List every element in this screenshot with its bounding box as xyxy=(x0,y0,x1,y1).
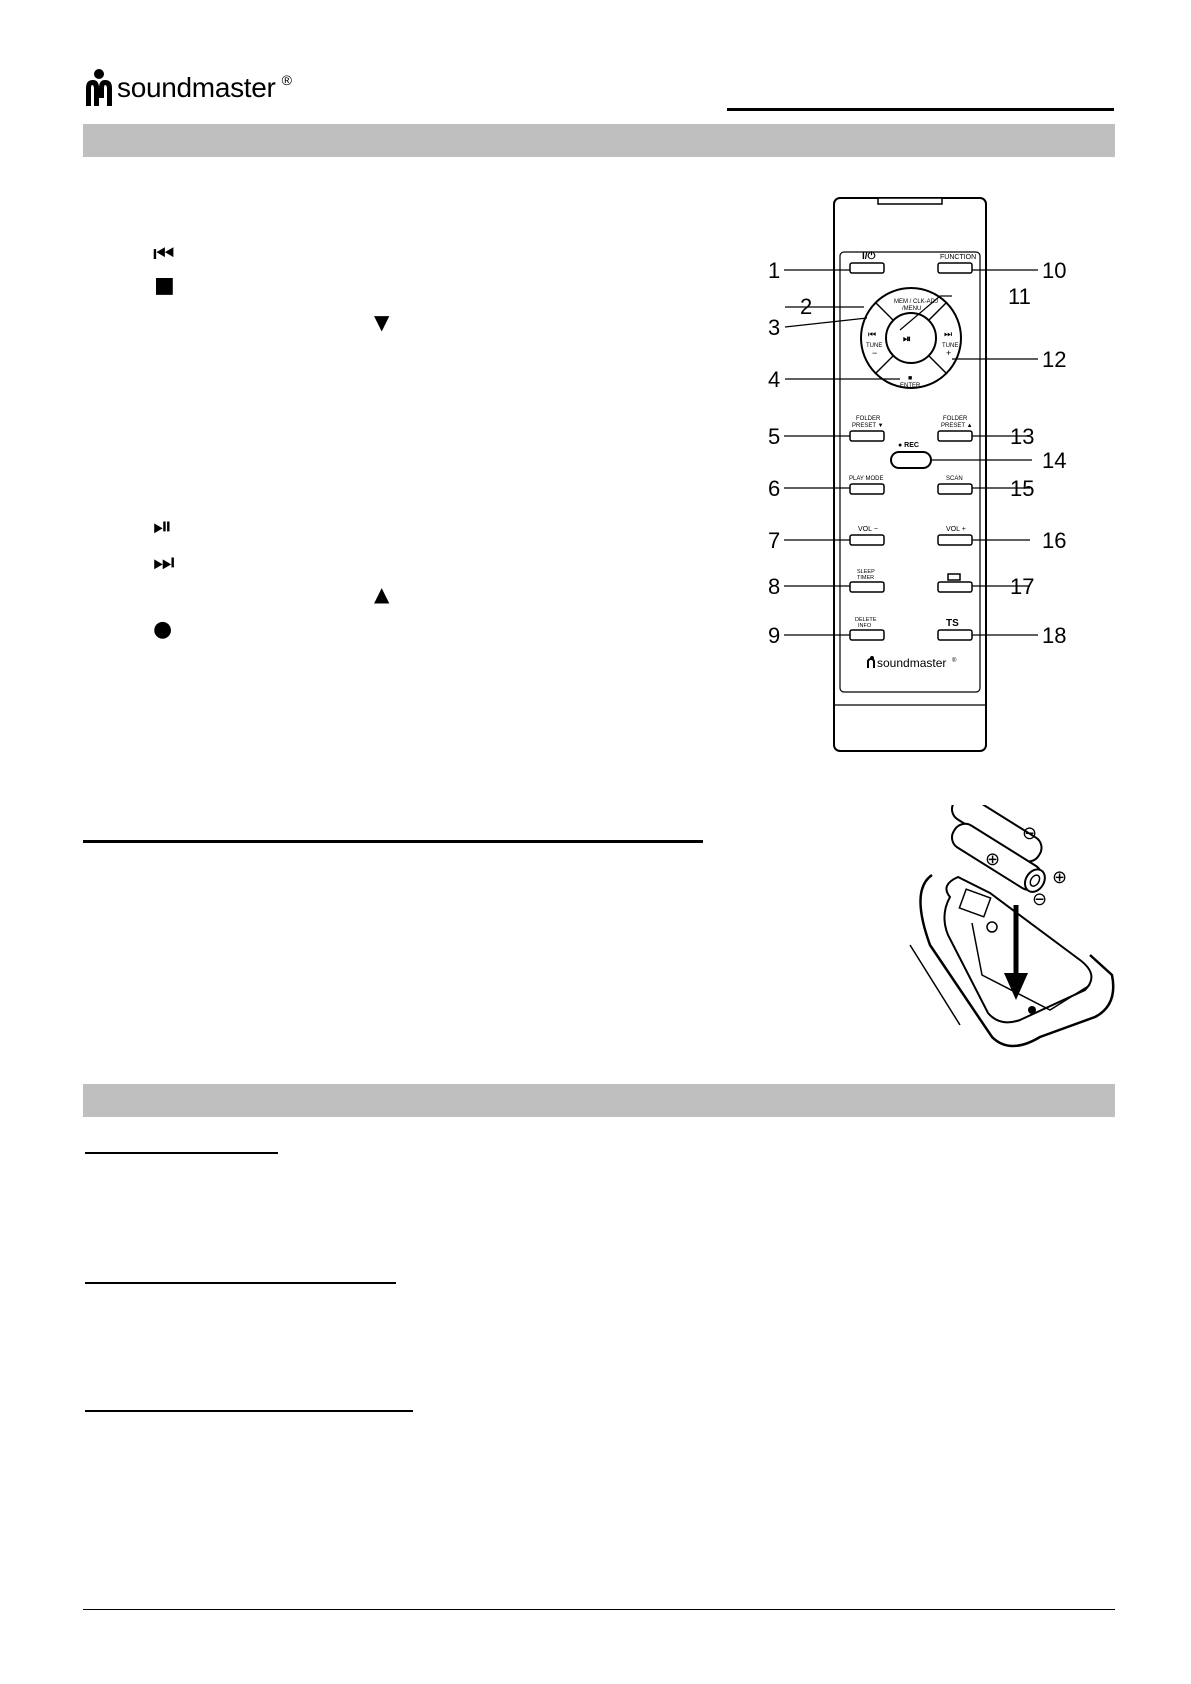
id3-button xyxy=(938,582,972,592)
battery-plus-2: ⊕ xyxy=(1052,867,1068,888)
svg-text:FOLDER: FOLDER xyxy=(943,416,968,422)
prev-symbol: ⏮ xyxy=(153,240,175,268)
section-bar-operation xyxy=(83,1084,1115,1117)
svg-text:TUNE: TUNE xyxy=(866,343,883,349)
callout-2: 2 xyxy=(800,294,813,319)
header-rule xyxy=(727,108,1114,111)
svg-text:+: + xyxy=(946,348,952,358)
callout-1: 1 xyxy=(768,258,781,283)
svg-text:PRESET ▲: PRESET ▲ xyxy=(941,423,973,429)
next-symbol: ⏭ xyxy=(153,548,175,576)
registered-mark: ® xyxy=(281,72,292,88)
battery-plus-1: ⊕ xyxy=(985,849,1001,870)
callout-3: 3 xyxy=(768,315,781,340)
callout-17: 17 xyxy=(1010,574,1035,599)
svg-text:TS: TS xyxy=(946,618,959,629)
svg-text:®: ® xyxy=(952,658,957,664)
callout-11: 11 xyxy=(1008,284,1031,309)
callout-10: 10 xyxy=(1042,258,1067,283)
vol-plus-button xyxy=(938,535,972,545)
svg-text:DELETE: DELETE xyxy=(855,617,877,623)
callout-7: 7 xyxy=(768,528,781,553)
scan-button xyxy=(938,484,972,494)
svg-text:TIMER: TIMER xyxy=(857,575,875,581)
subheading-rule-3 xyxy=(85,1410,413,1412)
stop-symbol: ■ xyxy=(154,273,175,298)
vol-minus-button xyxy=(850,535,884,545)
svg-text:● REC: ● REC xyxy=(898,442,919,449)
function-button xyxy=(938,263,972,273)
folder-up-button xyxy=(938,431,972,441)
play-mode-button xyxy=(850,484,884,494)
brand-logo xyxy=(84,66,292,110)
power-label: I/⏻ xyxy=(862,251,876,262)
callout-14: 14 xyxy=(1042,448,1067,473)
callout-16: 16 xyxy=(1042,528,1067,553)
subheading-rule-1 xyxy=(85,1152,278,1154)
callout-12: 12 xyxy=(1042,347,1067,372)
callout-8: 8 xyxy=(768,574,781,599)
callout-5: 5 xyxy=(768,424,781,449)
section-bar-remote xyxy=(83,124,1115,157)
svg-text:⏯: ⏯ xyxy=(903,334,911,345)
remote-control-illustration xyxy=(760,190,1100,755)
up-symbol: ▲ xyxy=(374,582,390,606)
delete-info-button xyxy=(850,630,884,640)
svg-text:soundmaster: soundmaster xyxy=(877,656,947,670)
play-pause-symbol: ⏯ xyxy=(153,512,173,540)
svg-text:−: − xyxy=(872,348,878,358)
sleep-timer-button xyxy=(850,582,884,592)
svg-text:SCAN: SCAN xyxy=(946,476,963,482)
function-label: FUNCTION xyxy=(940,254,977,261)
battery-insertion-illustration xyxy=(900,805,1120,1050)
battery-section-rule xyxy=(83,840,703,843)
callout-13: 13 xyxy=(1010,424,1035,449)
rec-button xyxy=(891,452,931,468)
callout-4: 4 xyxy=(768,367,781,392)
svg-text:TUNE: TUNE xyxy=(942,343,959,349)
subheading-rule-2 xyxy=(85,1282,396,1284)
callout-15: 15 xyxy=(1010,476,1035,501)
callout-18: 18 xyxy=(1042,623,1067,648)
soundmaster-logo-icon xyxy=(84,68,114,108)
battery-minus-2: ⊖ xyxy=(1032,889,1048,910)
footer-rule xyxy=(83,1609,1115,1610)
svg-text:VOL +: VOL + xyxy=(946,526,966,533)
callout-9: 9 xyxy=(768,623,781,648)
svg-text:VOL −: VOL − xyxy=(858,526,878,533)
svg-text:⏮: ⏮ xyxy=(868,329,877,339)
svg-text:SLEEP: SLEEP xyxy=(857,569,875,575)
svg-text:■: ■ xyxy=(908,375,913,382)
rec-symbol: ● xyxy=(153,617,173,642)
svg-text:/MENU: /MENU xyxy=(902,306,922,312)
callout-6: 6 xyxy=(768,476,781,501)
svg-text:FOLDER: FOLDER xyxy=(856,416,881,422)
svg-text:ENTER: ENTER xyxy=(900,383,921,389)
down-symbol: ▼ xyxy=(374,310,390,334)
power-button xyxy=(850,263,884,273)
battery-minus-1: ⊖ xyxy=(1022,823,1038,844)
svg-text:INFO: INFO xyxy=(858,623,872,629)
brand-name: soundmaster xyxy=(117,72,276,103)
svg-text:MEM / CLK-ADJ: MEM / CLK-ADJ xyxy=(894,299,939,305)
ts-button xyxy=(938,630,972,640)
folder-down-button xyxy=(850,431,884,441)
svg-text:⏭: ⏭ xyxy=(944,329,953,339)
svg-text:PRESET ▼: PRESET ▼ xyxy=(852,423,884,429)
svg-text:PLAY MODE: PLAY MODE xyxy=(849,476,884,482)
